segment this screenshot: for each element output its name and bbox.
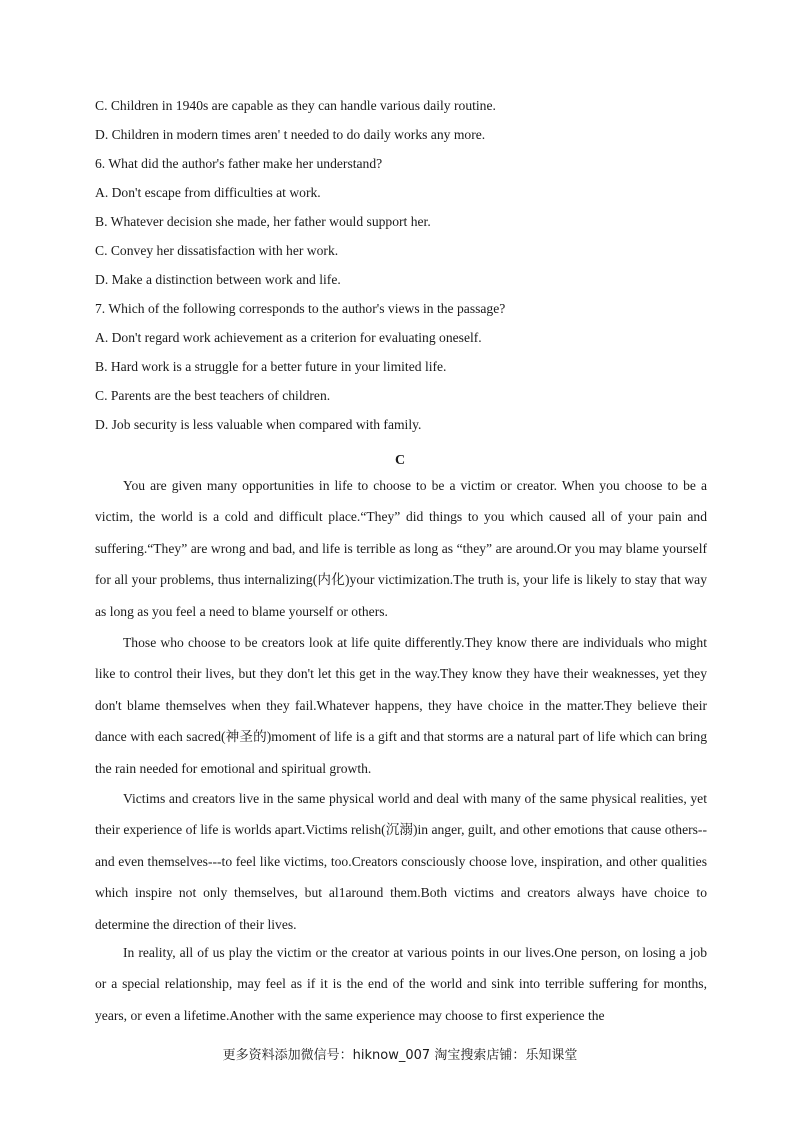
option-6c: C. Convey her dissatisfaction with her work.: [95, 243, 339, 258]
option-7d: D. Job security is less valuable when compared with family.: [95, 417, 422, 432]
question-6: 6. What did the author's father make her understand?: [95, 156, 383, 171]
option-7c: C. Parents are the best teachers of children.: [95, 388, 331, 403]
paragraph-3: Victims and creators live in the same physical world and deal with many of the same physical realities, yet their experience of life is worlds apart.Victims relish(沉溺)in anger, guilt, and other emotions that cause others--and even themselves---to feel like victims, too.Creators consciously choose love, inspiration, and other qualities which inspire not only themselves, but al1around them.Both victims and creators always have choice to determine the direction of their lives.: [95, 791, 707, 932]
paragraph-2: Those who choose to be creators look at life quite differently.They know there are individuals who might like to control their lives, but they don't let this get in the way.They know they have their weaknesses, yet they don't blame themselves when they fail.Whatever happens, they have choice in the matter.They believe their dance with each sacred(神圣的)moment of life is a gift and that storms are a natural part of life which can bring the rain needed for emotional and spiritual growth.: [95, 635, 707, 776]
paragraph-4: In reality, all of us play the victim or the creator at various points in our lives.One person, on losing a job or a special relationship, may feel as if it is the end of the world and sink into terrible suffering for months, years, or even a lifetime.Another with the same experience may choose to first experience the: [95, 945, 707, 1023]
question-7: 7. Which of the following corresponds to the author's views in the passage?: [95, 301, 506, 316]
page-footer: 更多资料添加微信号：hiknow_007 淘宝搜索店铺：乐知课堂: [222, 1048, 578, 1063]
option-6b: B. Whatever decision she made, her father would support her.: [95, 214, 431, 229]
option-7a: A. Don't regard work achievement as a criterion for evaluating oneself.: [95, 330, 482, 345]
option-6d: D. Make a distinction between work and life.: [95, 272, 341, 287]
section-heading: C: [394, 453, 406, 468]
option-5c: C. Children in 1940s are capable as they can handle various daily routine.: [95, 98, 496, 113]
option-6a: A. Don't escape from difficulties at work.: [95, 185, 321, 200]
option-5d: D. Children in modern times aren' t needed to do daily works any more.: [95, 127, 486, 142]
paragraph-1: You are given many opportunities in life to choose to be a victim or creator. When you choose to be a victim, the world is a cold and difficult place.“They” did things to you which caused all of your pain and suffering.“They” are wrong and bad, and life is terrible as long as “they” are around.Or you may blame yourself for all your problems, thus internalizing(内化)your victimization.The truth is, your life is likely to stay that way as long as you feel a need to blame yourself or others.: [95, 478, 707, 619]
option-7b: B. Hard work is a struggle for a better future in your limited life.: [95, 359, 447, 374]
